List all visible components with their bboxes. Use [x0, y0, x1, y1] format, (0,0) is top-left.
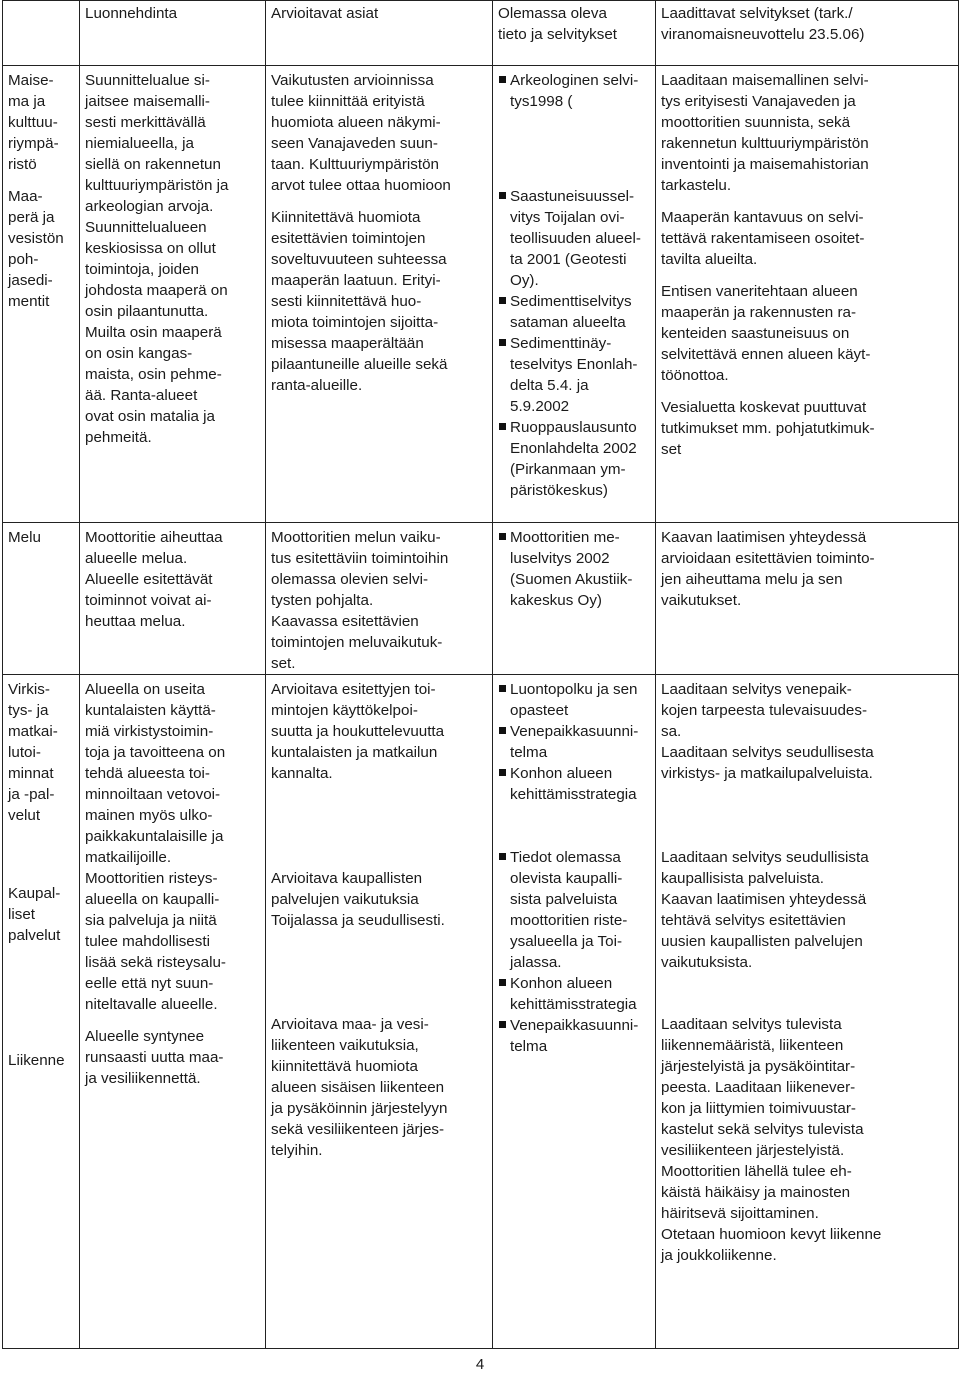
characterization-cell: Alueella on useita kuntalaisten käyttä- miä virkistystoimin- toja ja tavoitteena on tehdä alueesta toi- minnoiltaan vetovoi- mainen myös ulko- paikkakuntalaisille ja matkailijoille. Moottoritien risteys- alueella on kaupalli- sia palveluja ja niitä tulee mahdollisesti lisää sekä risteysalu- eelle että nyt suun- niteltavalle alueelle. Alueelle syntynee runsaasti uutta maa- ja vesiliikennettä. [80, 675, 266, 1349]
topic-commercial: Kaupal- liset palvelut [8, 885, 61, 944]
list-item: Luontopolku ja sen opasteet [498, 679, 651, 721]
list-item: Moottoritien me- luselvitys 2002 (Suomen Akustiik- kakeskus Oy) [498, 527, 651, 611]
existing-list [498, 679, 651, 805]
header-surveys-to-prepare: Laadittavat selvitykset (tark./ viranomaisneuvottelu 23.5.06) [656, 1, 959, 66]
list-item: Venepaikkasuunni- telma [498, 721, 651, 763]
list-item: Sedimenttinäy- teselvitys Enonlah- delta 5.4. ja 5.9.2002 [498, 333, 651, 417]
surveys-to-prepare-cell: Laaditaan maisemallinen selvi- tys erityisesti Vanajaveden ja moottoritien suunnista, sekä rakennetun kulttuuriympäristön inventointi ja maisemahistorian tarkastelu. Maaperän kantavuus on selvi- tettävä rakentamiseen osoitet- tavilta alueilta. Entisen vaneritehtaan alueen maaperän ja rakennusten ra- kenteiden saastuneisuus on selvitettävä ennen alueen käyt- töönottoa. Vesialuetta koskevat puuttuvat tutkimukset mm. pohjatutkimuk- set [656, 66, 959, 523]
header-assessed-issues: Arvioitavat asiat [266, 1, 493, 66]
topic-soil: Maa- perä ja vesistön poh- jasedi- mentit [8, 188, 64, 310]
list-item: Saastuneisuussel- vitys Toijalan ovi- teollisuuden alueel- ta 2001 (Geotesti Oy). [498, 186, 651, 291]
page-number: 4 [475, 1356, 485, 1373]
header-characterization: Luonnehdinta [80, 1, 266, 66]
topic-traffic: Liikenne [8, 1052, 65, 1069]
assessment-table [2, 0, 959, 1349]
characterization-cell: Suunnittelualue si- jaitsee maisemalli- sesti merkittävällä niemialueella, ja siellä on rakennetun kulttuuriympäristön ja arkeologian arvoja. Suunnittelualueen keskiosissa on ollut toimintoja, joiden johdosta maaperä on osin pilaantunutta. Muilta osin maaperä on osin kangas- maista, osin pehme- ää. Ranta-alueet ovat osin matalia ja pehmeitä. [80, 66, 266, 523]
list-item: Konhon alueen kehittämisstrategia [498, 973, 651, 1015]
list-item: Ruoppauslausunto Enonlahdelta 2002 (Pirkanmaan ym- päristökeskus) [498, 417, 651, 501]
existing-information-cell [493, 523, 656, 675]
existing-information-cell [493, 675, 656, 1349]
topic-noise: Melu [8, 529, 41, 546]
surveys-to-prepare-cell: Laaditaan selvitys venepaik- kojen tarpeesta tulevaisuudes- sa. Laaditaan selvitys seudullisesta virkistys- ja matkailupalveluista. Laaditaan selvitys seudullisista kaupallisista palveluista. Kaavan laatimisen yhteydessä tehtävä selvitys esitettävien uusien kaupallisten palvelujen vaikutuksista. Laaditaan selvitys tulevista liikennemääristä, liikenteen järjestelyistä ja pysäköintitar- peesta. Laaditaan liikenever- kon ja liittymien toimivuustar- kastelut sekä selvitys tulevista vesiliikenteen järjestelyistä. Moottoritien lähellä tulee eh- käistä häikäisy ja mainosten häiritsevä sijoittaminen. Otetaan huomioon kevyt liikenne ja joukkoliikenne. [656, 675, 959, 1349]
list-item: Arkeologinen selvi- tys1998 ( [498, 70, 651, 112]
header-existing-information: Olemassa oleva tieto ja selvitykset [493, 1, 656, 66]
existing-information-cell [493, 66, 656, 523]
list-item: Sedimenttiselvitys sataman alueelta [498, 291, 651, 333]
table-header-row [3, 1, 959, 66]
characterization-cell: Moottoritie aiheuttaa alueelle melua. Alueelle esitettävät toiminnot voivat ai- heuttaa melua. [80, 523, 266, 675]
existing-list [498, 186, 651, 501]
list-item: Tiedot olemassa olevista kaupalli- sista palveluista moottoritien riste- ysalueella ja Toi- jalassa. [498, 847, 651, 973]
table-row [3, 66, 959, 523]
existing-list [498, 70, 651, 112]
list-item: Konhon alueen kehittämisstrategia [498, 763, 651, 805]
topic-landscape: Maise- ma ja kulttuu- riympä- ristö [8, 72, 59, 173]
assessed-issues-cell: Vaikutusten arvioinnissa tulee kiinnittää erityistä huomiota alueen näkymi- seen Vanajaveden suun- taan. Kulttuuriympäristön arvot tulee ottaa huomioon Kiinnitettävä huomiota esitettävien toimintojen soveltuvuuteen suhteessa maaperän laatuun. Erityi- sesti kiinnitettävä huo- miota toimintojen sijoitta- misessa maaperältään pilaantuneille alueille sekä ranta-alueille. [266, 66, 493, 523]
table-row [3, 523, 959, 675]
assessed-issues-cell: Arvioitava esitettyjen toi- mintojen käyttökelpoi- suutta ja houkuttelevuutta kuntalaisten ja matkailun kannalta. Arvioitava kaupallisten palvelujen vaikutuksia Toijalassa ja seudullisesti. Arvioitava maa- ja vesi- liikenteen vaikutuksia, kiinnitettävä huomiota alueen sisäisen liikenteen ja pysäköinnin järjestelyyn sekä vesiliikenteen järjes- telyihin. [266, 675, 493, 1349]
existing-list [498, 527, 651, 611]
table-row [3, 675, 959, 1349]
topic-cell [3, 523, 80, 675]
header-topic [3, 1, 80, 66]
surveys-to-prepare-cell: Kaavan laatimisen yhteydessä arvioidaan esitettävien toiminto- jen aiheuttama melu ja sen vaikutukset. [656, 523, 959, 675]
list-item: Venepaikkasuunni- telma [498, 1015, 651, 1057]
assessed-issues-cell: Moottoritien melun vaiku- tus esitettäviin toimintoihin olemassa olevien selvi- tysten pohjalta. Kaavassa esitettävien toimintojen meluvaikutuk- set. [266, 523, 493, 675]
topic-recreation: Virkis- tys- ja matkai- lutoi- minnat ja -pal- velut [8, 681, 58, 824]
topic-cell [3, 675, 80, 1349]
topic-cell [3, 66, 80, 523]
existing-list [498, 847, 651, 1057]
